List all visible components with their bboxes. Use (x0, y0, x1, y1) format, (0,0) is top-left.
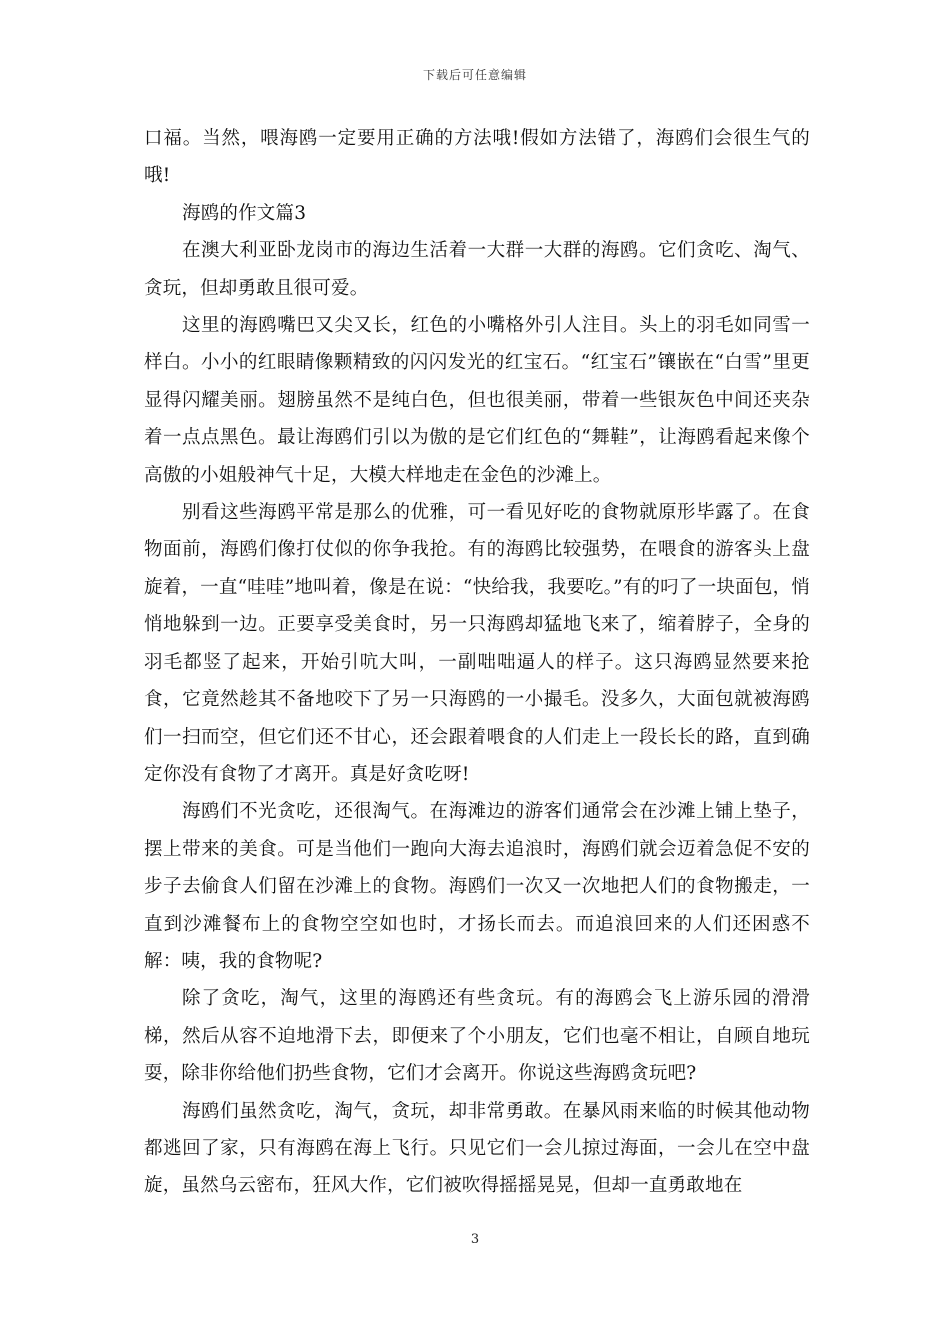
paragraph-intro: 在澳大利亚卧龙岗市的海边生活着一大群一大群的海鸥。它们贪吃、淘气、贪玩，但却勇敢且很可爱。 (144, 240, 810, 299)
paragraph-naughty: 海鸥们不光贪吃，还很淘气。在海滩边的游客们通常会在沙滩上铺上垫子，摆上带来的美食。可是当他们一跑向大海去追浪时，海鸥们就会迈着急促不安的步子去偷食人们留在沙滩上的食物。海鸥们一次又一次地把人们的食物搬走，一直到沙滩餐布上的食物空空如也时，才扬长而去。而追浪回来的人们还困惑不解：咦，我的食物呢? (144, 801, 810, 972)
paragraph-greedy: 别看这些海鸥平常是那么的优雅，可一看见好吃的食物就原形毕露了。在食物面前，海鸥们像打仗似的你争我抢。有的海鸥比较强势，在喂食的游客头上盘旋着，一直“哇哇”地叫着，像是在说：“快给我，我要吃。”有的叼了一块面包，悄悄地躲到一边。正要享受美食时，另一只海鸥却猛地飞来了，缩着脖子，全身的羽毛都竖了起来，开始引吭大叫，一副咄咄逼人的样子。这只海鸥显然要来抢食，它竟然趁其不备地咬下了另一只海鸥的一小撮毛。没多久，大面包就被海鸥们一扫而空，但它们还不甘心，还会跟着喂食的人们走上一段长长的路，直到确定你没有食物了才离开。真是好贪吃呀! (144, 502, 810, 785)
paragraph-brave: 海鸥们虽然贪吃，淘气，贪玩，却非常勇敢。在暴风雨来临的时候其他动物都逃回了家，只有海鸥在海上飞行。只见它们一会儿掠过海面，一会儿在空中盘旋，虽然乌云密布，狂风大作，它们被吹得摇摇晃晃，但却一直勇敢地在 (144, 1100, 810, 1197)
paragraph-playful: 除了贪吃，淘气，这里的海鸥还有些贪玩。有的海鸥会飞上游乐园的滑滑梯，然后从容不迫地滑下去，即便来了个小朋友，它们也毫不相让，自顾自地玩耍，除非你给他们扔些食物，它们才会离开。你说这些海鸥贪玩吧? (144, 988, 810, 1085)
paragraph-continuation: 口福。当然，喂海鸥一定要用正确的方法哦!假如方法错了，海鸥们会很生气的哦! (144, 128, 810, 187)
paragraph-appearance: 这里的海鸥嘴巴又尖又长，红色的小嘴格外引人注目。头上的羽毛如同雪一样白。小小的红眼睛像颗精致的闪闪发光的红宝石。“红宝石”镶嵌在“白雪”里更显得闪耀美丽。翅膀虽然不是纯白色，但也很美丽，带着一些银灰色中间还夹杂着一点点黑色。最让海鸥们引以为傲的是它们红色的“舞鞋”，让海鸥看起来像个高傲的小姐般神气十足，大模大样地走在金色的沙滩上。 (144, 315, 810, 486)
section-heading: 海鸥的作文篇3 (182, 202, 307, 224)
document-body (144, 120, 810, 1205)
page-header: 下载后可任意编辑 (422, 68, 527, 82)
page-number: 3 (470, 1232, 480, 1247)
